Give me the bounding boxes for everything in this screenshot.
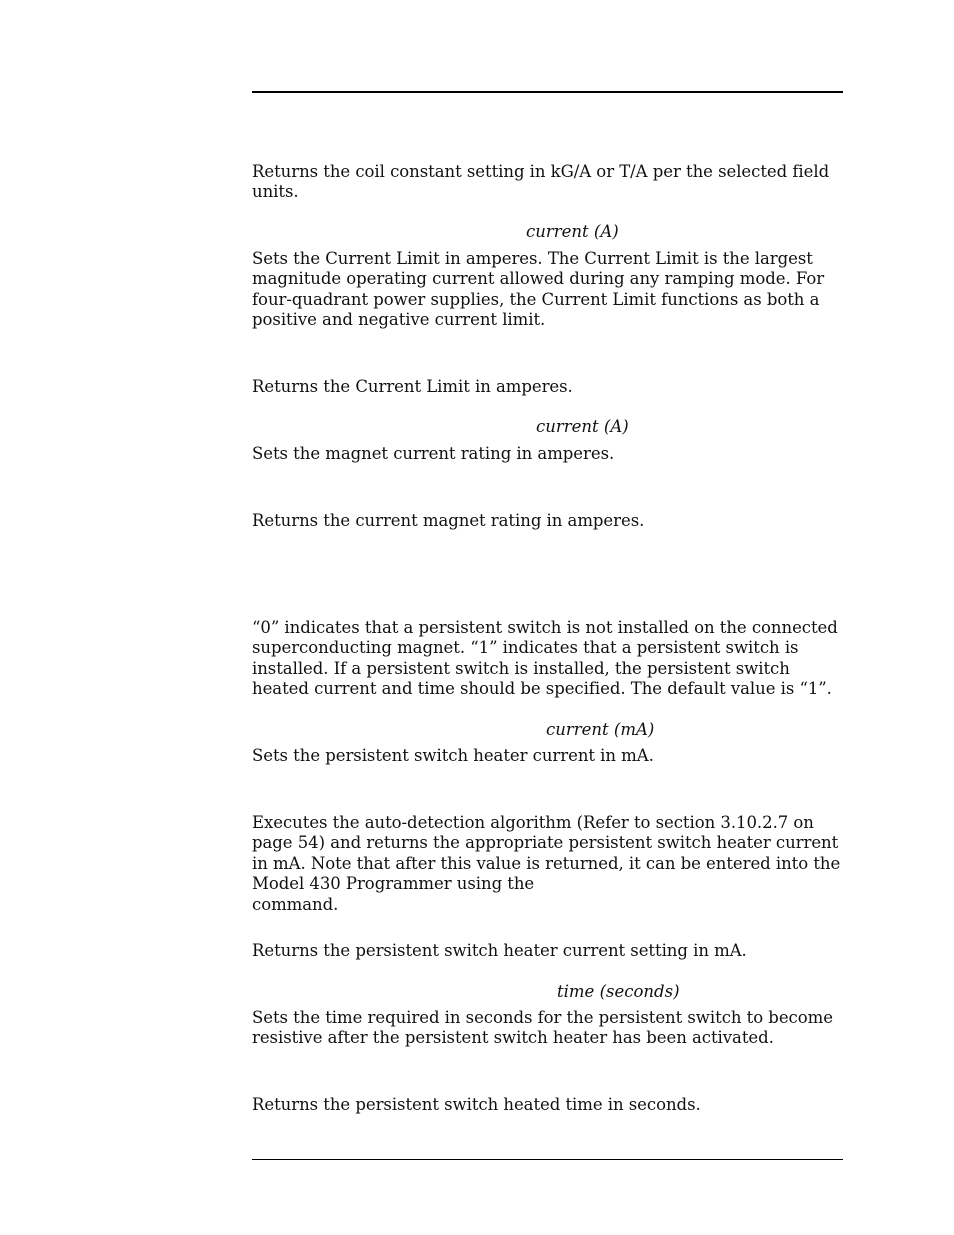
pswitch-current-set-desc: Sets the persistent switch heater current in mA. [252, 746, 654, 765]
pswitch-autodetect-text: Executes the auto-detection algorithm (Refer to section 3.10.2.7 on page 54) and returns the appropriate persistent switch heater current in mA. Note that after this value is returned, it can be entered into the Model 430 Programmer using the [252, 813, 841, 894]
coil-constant-query-desc: Returns the coil constant setting in kG/A or T/A per the selected field units. [252, 162, 830, 202]
current-rating-query-desc: Returns the current magnet rating in amperes. [252, 511, 645, 530]
pswitch-autodetect-desc [252, 813, 844, 915]
current-rating-argument: current (A) [536, 417, 629, 436]
pswitch-current-argument: current (mA) [546, 720, 655, 739]
footer-rule [252, 1159, 843, 1160]
current-rating-set-desc: Sets the magnet current rating in amperes. [252, 444, 615, 463]
pswitch-time-query-desc: Returns the persistent switch heated time in seconds. [252, 1095, 701, 1114]
current-limit-argument: current (A) [526, 222, 619, 241]
current-limit-set-desc: Sets the Current Limit in amperes. The Current Limit is the largest magnitude operating current allowed during any ramping mode. For four-quadrant power supplies, the Current Limit functions as both a positive and negative current limit. [252, 249, 825, 330]
pswitch-time-argument: time (seconds) [557, 982, 680, 1001]
persistent-switch-installed-desc: “0” indicates that a persistent switch is not installed on the connected superconducting magnet. “1” indicates that a persistent switch is installed. If a persistent switch is installed, the persistent switch heated current and time should be specified. The default value is “1”. [252, 618, 838, 699]
pswitch-current-query-desc: Returns the persistent switch heater current setting in mA. [252, 941, 747, 960]
header-rule [252, 91, 843, 93]
pswitch-time-set-desc: Sets the time required in seconds for the persistent switch to become resistive after the persistent switch heater has been activated. [252, 1008, 833, 1048]
current-limit-query-desc: Returns the Current Limit in amperes. [252, 377, 573, 396]
pswitch-autodetect-tail: command. [252, 894, 339, 914]
